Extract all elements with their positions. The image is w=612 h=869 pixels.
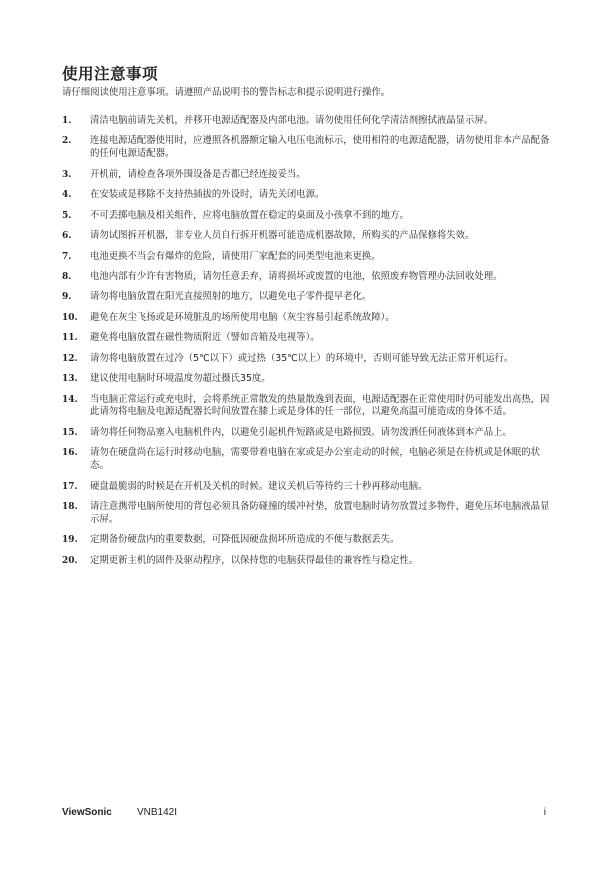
list-item: [62, 481, 552, 494]
item-number: 5.: [62, 210, 72, 221]
list-item: [62, 394, 552, 419]
item-text: 不可丢掷电脑及相关组件，应将电脑放置在稳定的桌面及小孩拿不到的地方。: [90, 209, 409, 221]
item-text: 电池内部有少许有害物质，请勿任意丢弃，请将损坏或废置的电池，依照废弃物管理办法回收处理。: [90, 270, 503, 282]
list-item: [62, 291, 552, 304]
item-number: 1.: [62, 116, 72, 126]
intro-text: 请仔细阅读使用注意事项。请遵照产品说明书的警告标志和提示说明进行操作。: [62, 87, 391, 98]
item-text: 避免在灰尘飞扬或是环境脏乱的场所使用电脑（灰尘容易引起系统故障）。: [90, 311, 395, 323]
item-number: 3.: [62, 169, 72, 180]
item-text: 电池更换不当会有爆炸的危险，请使用厂家配套的同类型电池来更换。: [90, 250, 381, 262]
list-item: [62, 534, 552, 547]
item-number: 16.: [62, 448, 78, 459]
item-number: 7.: [62, 251, 72, 262]
item-text: 建议使用电脑时环境温度勿超过摄氏35度。: [90, 373, 271, 385]
item-number: 9.: [62, 292, 72, 303]
list-item: [62, 312, 552, 325]
list-item: [62, 210, 552, 223]
item-text: 避免将电脑放置在磁性物质附近（譬如音箱及电视等）。: [90, 332, 320, 344]
item-number: 8.: [62, 271, 72, 282]
item-text: 请勿将任何物品塞入电脑机件内，以避免引起机件短路或是电路损毁。请勿泼洒任何液体到本产品上。: [90, 426, 512, 438]
list-item: [62, 427, 552, 440]
list-item: [62, 251, 552, 264]
item-text: 在安装或是移除不支持热插拔的外设时，请先关闭电源。: [90, 189, 325, 201]
list-item: [62, 332, 552, 345]
item-number: 15.: [62, 427, 78, 438]
list-item: [62, 169, 552, 182]
list-item: [62, 501, 552, 526]
item-number: 11.: [62, 333, 78, 344]
item-text: 开机前，请检查各项外围设备是否都已经连接妥当。: [90, 168, 306, 180]
item-number: 10.: [62, 312, 78, 323]
item-number: 13.: [62, 374, 78, 385]
item-text: 当电脑正常运行或充电时，会将系统正常散发的热量散逸到表面，电源适配器在正常使用时仍可能发出高热，因此请勿将电脑及电源适配器长时间放置在膝上或是身体的任一部位，以避免高温可能造成的身体不适。: [90, 393, 550, 418]
item-text: 请勿将电脑放置在过冷（5℃以下）或过热（35℃以上）的环境中，否则可能导致无法正常开机运行。: [90, 352, 514, 364]
footer-brand: ViewSonic: [62, 807, 112, 818]
list-item: [62, 135, 552, 160]
item-number: 12.: [62, 353, 78, 364]
notice-list: [62, 115, 552, 575]
list-item: [62, 447, 552, 472]
footer-model: VNB142I: [137, 807, 178, 818]
item-text: 清洁电脑前请先关机，并移开电源适配器及内部电池。请勿使用任何化学清洁剂擦拭液晶显示屏。: [90, 115, 494, 126]
item-text: 定期更新主机的固件及驱动程序，以保持您的电脑获得最佳的兼容性与稳定性。: [90, 554, 419, 566]
item-text: 请勿试图拆开机器，非专业人员自行拆开机器可能造成机器故障，所购买的产品保修将失效。: [90, 230, 475, 242]
item-text: 请注意携带电脑所使用的背包必须具备防碰撞的缓冲衬垫，放置电脑时请勿放置过多物件，避免压坏电脑液晶显示屏。: [90, 501, 550, 525]
item-number: 14.: [62, 394, 78, 405]
list-item: [62, 230, 552, 243]
list-item: [62, 373, 552, 386]
list-item: [62, 353, 552, 366]
item-text: 定期备份硬盘内的重要数据，可降低因硬盘损坏所造成的不便与数据丢失。: [90, 534, 400, 546]
page-title: 使用注意事项: [62, 65, 159, 83]
item-text: 硬盘最脆弱的时候是在开机及关机的时候。建议关机后等待约三十秒再移动电脑。: [90, 480, 428, 492]
list-item: [62, 555, 552, 568]
item-number: 20.: [62, 555, 78, 566]
item-text: 请勿在硬盘尚在运行时移动电脑，需要带着电脑在家或是办公室走动的时候，电脑必须是在待机或是休眠的状态。: [90, 447, 541, 472]
item-number: 4.: [62, 190, 72, 201]
item-number: 19.: [62, 535, 78, 546]
item-number: 18.: [62, 502, 78, 513]
item-number: 2.: [62, 136, 72, 147]
list-item: [62, 271, 552, 284]
item-text: 连接电源适配器使用时，应遵照各机器额定输入电压电流标示，使用相符的电源适配器，请勿使用非本产品配备的任何电源适配器。: [90, 135, 550, 160]
list-item: [62, 115, 552, 128]
list-item: [62, 189, 552, 202]
footer-page-number: i: [543, 807, 546, 818]
item-text: 请勿将电脑放置在阳光直接照射的地方，以避免电子零件提早老化。: [90, 291, 372, 303]
item-number: 6.: [62, 231, 72, 242]
item-number: 17.: [62, 481, 78, 492]
